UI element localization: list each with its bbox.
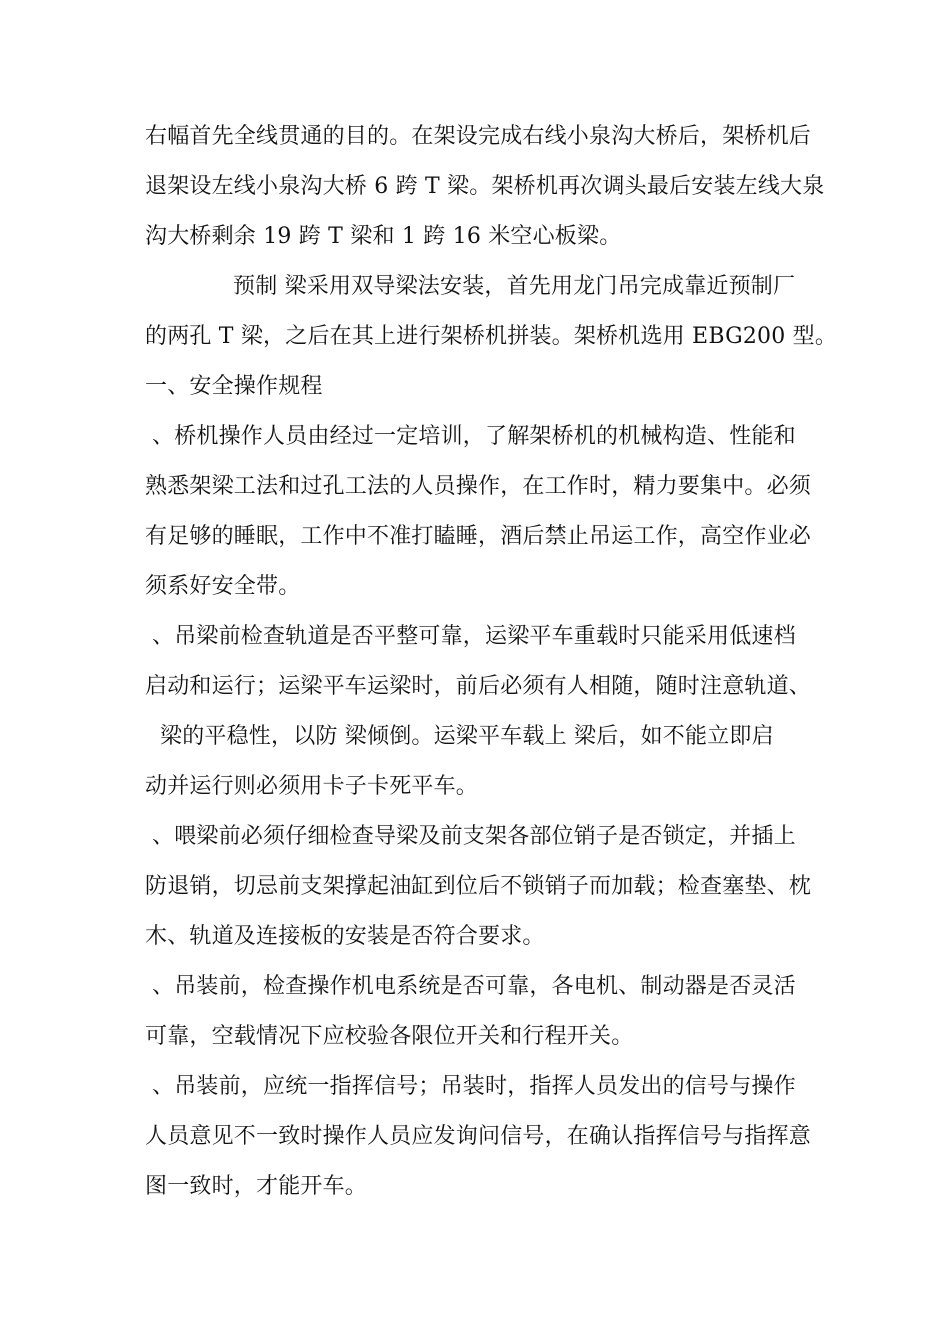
text-line-8: 熟悉架梁工法和过孔工法的人员操作，在工作时，精力要集中。必须 bbox=[145, 474, 812, 499]
text-line-13: 梁的平稳性，以防 梁倾倒。运梁平车载上 梁后，如不能立即启 bbox=[160, 724, 774, 749]
text-line-3: 沟大桥剩余 19 跨 T 梁和 1 跨 16 米空心板梁。 bbox=[145, 224, 622, 249]
text-line-18: 、吊装前，检查操作机电系统是否可靠，各电机、制动器是否灵活 bbox=[152, 974, 796, 999]
text-line-20: 、吊装前，应统一指挥信号；吊装时，指挥人员发出的信号与操作 bbox=[152, 1074, 796, 1099]
text-line-1: 右幅首先全线贯通的目的。在架设完成右线小泉沟大桥后，架桥机后 bbox=[145, 124, 812, 149]
text-line-4: 预制 梁采用双导梁法安装，首先用龙门吊完成靠近预制厂 bbox=[233, 274, 796, 299]
text-line-10: 须系好安全带。 bbox=[145, 574, 301, 599]
text-line-16: 防退销，切忌前支架撑起油缸到位后不锁销子而加载；检查塞垫、枕 bbox=[145, 874, 812, 899]
text-line-7: 、桥机操作人员由经过一定培训，了解架桥机的机械构造、性能和 bbox=[152, 424, 796, 449]
text-line-17: 木、轨道及连接板的安装是否符合要求。 bbox=[145, 924, 545, 949]
text-line-9: 有足够的睡眠，工作中不准打瞌睡，酒后禁止吊运工作，高空作业必 bbox=[145, 524, 812, 549]
text-line-21: 人员意见不一致时操作人员应发询问信号，在确认指挥信号与指挥意 bbox=[145, 1124, 812, 1149]
text-line-2: 退架设左线小泉沟大桥 6 跨 T 梁。架桥机再次调头最后安装左线大泉 bbox=[145, 174, 825, 199]
section-heading: 一、安全操作规程 bbox=[145, 374, 323, 399]
text-line-11: 、吊梁前检查轨道是否平整可靠，运梁平车重载时只能采用低速档 bbox=[152, 624, 796, 649]
text-line-15: 、喂梁前必须仔细检查导梁及前支架各部位销子是否锁定，并插上 bbox=[152, 824, 796, 849]
text-line-14: 动并运行则必须用卡子卡死平车。 bbox=[145, 774, 479, 799]
text-line-12: 启动和运行；运梁平车运梁时，前后必须有人相随，随时注意轨道、 bbox=[145, 674, 812, 699]
text-line-19: 可靠，空载情况下应校验各限位开关和行程开关。 bbox=[145, 1024, 634, 1049]
text-line-5: 的两孔 T 梁，之后在其上进行架桥机拼装。架桥机选用 EBG200 型。 bbox=[145, 324, 838, 349]
text-line-22: 图一致时，才能开车。 bbox=[145, 1174, 368, 1199]
